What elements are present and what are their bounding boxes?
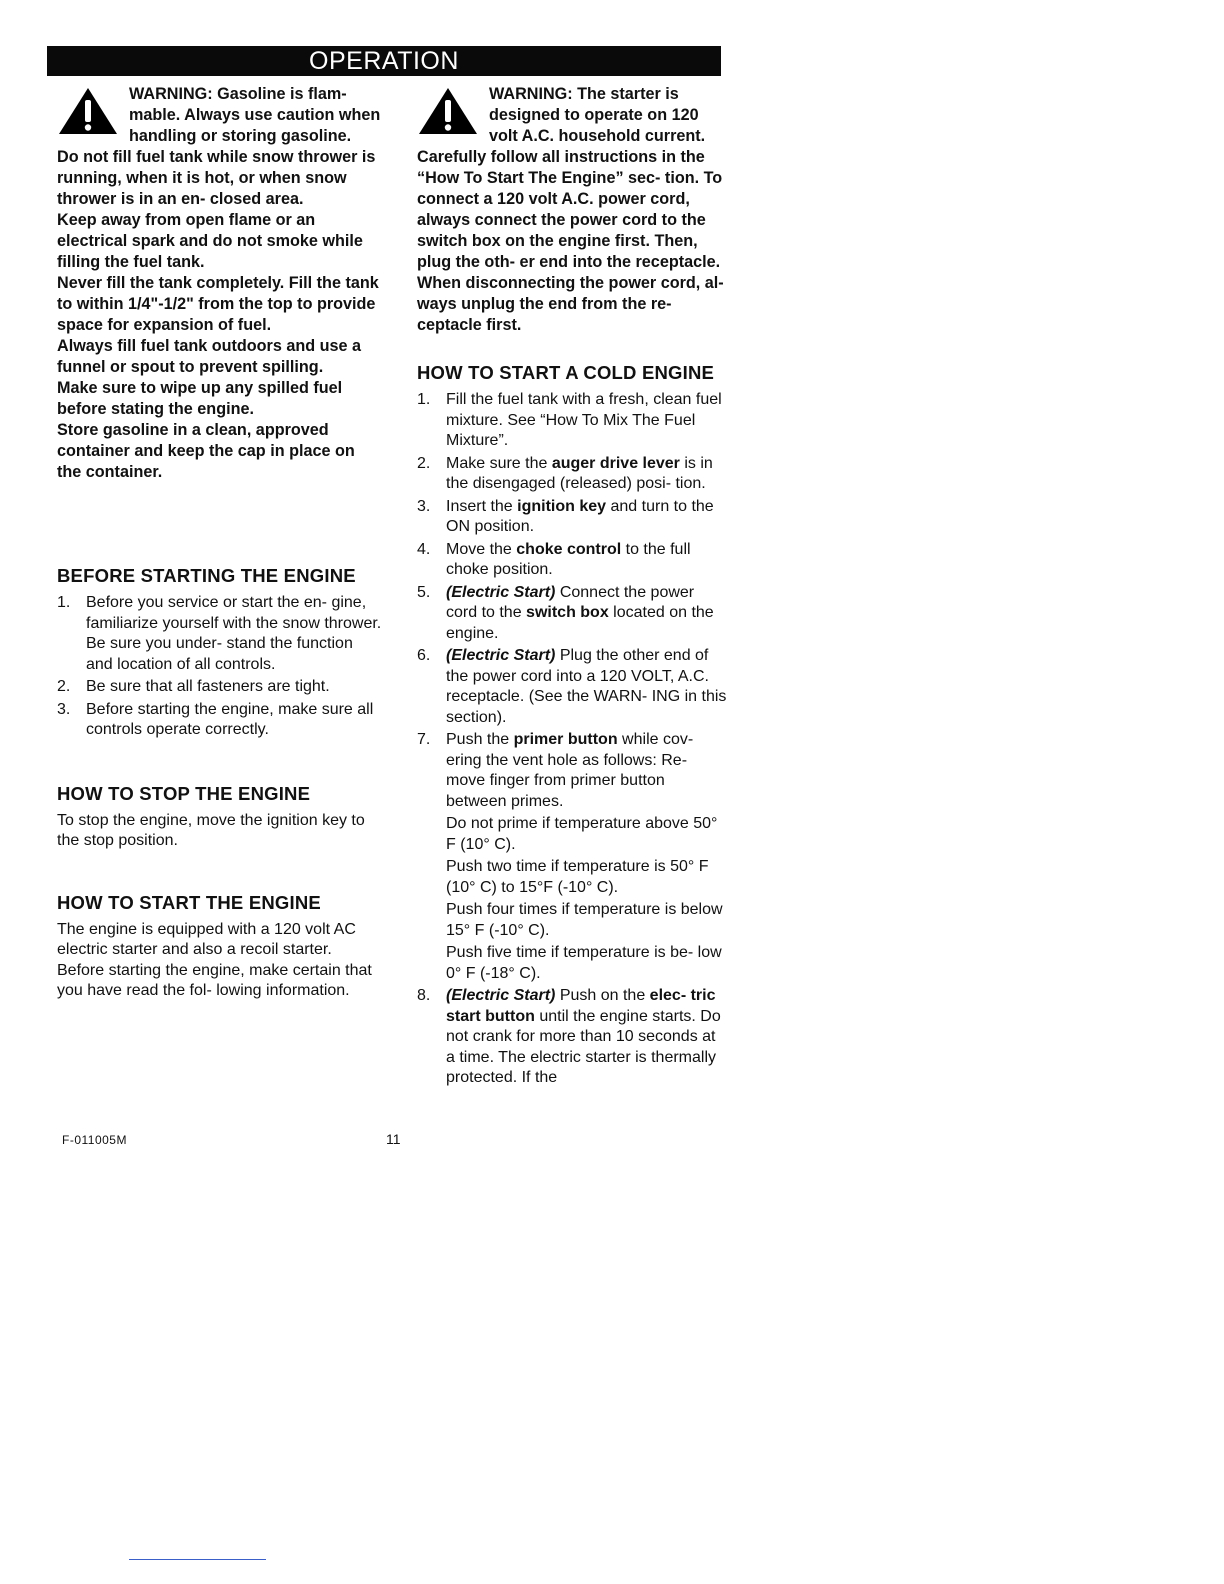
step-number: 2.: [417, 454, 431, 472]
warning-line: WARNING: Gasoline is flam- mable. Always use caution when handling or storing gasoline.: [129, 85, 381, 145]
heading-before-starting: BEFORE STARTING THE ENGINE: [57, 565, 356, 586]
item-number: 2.: [57, 678, 71, 695]
step-5: [417, 583, 727, 645]
step-number: 1.: [417, 391, 431, 408]
heading-cold-engine: HOW TO START A COLD ENGINE: [417, 362, 715, 383]
cold-engine-steps: [417, 390, 727, 1089]
step-text: Insert the ignition key and turn to the ON position.: [446, 497, 714, 535]
step-7: [417, 730, 727, 984]
starter-warning: [417, 84, 727, 336]
stop-engine-text: To stop the engine, move the ignition key to the stop position.: [57, 811, 365, 849]
step-3: [417, 497, 727, 538]
step-number: 8.: [417, 987, 431, 1004]
section-banner: OPERATION: [47, 46, 721, 76]
warning-line: Make sure to wipe up any spilled fuel before stating the engine.: [57, 379, 343, 418]
step-text: (Electric Start) Plug the other end of the power cord into a 120 VOLT, A.C. receptacle. (See the WARN- ING in this section).: [446, 647, 727, 726]
prime-note: Push four times if temperature is below 15° F (-10° C).: [446, 901, 723, 939]
item-number: 3.: [57, 700, 71, 718]
step-text: Make sure the auger drive lever is in the disengaged (released) posi- tion.: [446, 454, 713, 492]
warning-line: Always fill fuel tank outdoors and use a funnel or spout to prevent spilling.: [57, 337, 362, 376]
list-item: [57, 677, 383, 698]
step-number: 4.: [417, 540, 431, 558]
step-number: 6.: [417, 647, 431, 664]
step-8: [417, 986, 727, 1089]
warning-icon: [57, 86, 123, 136]
warning-line: Keep away from open flame or an electrical spark and do not smoke while filling the fuel tank.: [57, 211, 363, 271]
step-6: [417, 646, 727, 728]
before-starting-list: [57, 593, 383, 741]
step-1: [417, 390, 727, 452]
left-column: [57, 84, 383, 1002]
step-number: 3.: [417, 497, 431, 515]
step-4: [417, 540, 727, 581]
step-text: Move the choke control to the full choke position.: [446, 540, 691, 578]
step-text: (Electric Start) Push on the elec- tric start button until the engine starts. Do not crank for more than 10 seconds at a time. The electric starter is thermally protected. If the: [446, 987, 721, 1086]
heading-start-engine: HOW TO START THE ENGINE: [57, 891, 321, 913]
right-column: [417, 84, 727, 1091]
list-item: [57, 593, 383, 675]
warning-line: Never fill the tank completely. Fill the tank to within 1/4"-1/2" from the top to provide space for expansion of fuel.: [57, 274, 379, 334]
step-text: Fill the fuel tank with a fresh, clean fuel mixture. See “How To Mix The Fuel Mixture”.: [446, 391, 722, 449]
prime-note: Do not prime if temperature above 50° F (10° C).: [446, 815, 718, 853]
step-number: 7.: [417, 731, 431, 748]
divider-line: [129, 1559, 266, 1560]
list-item: [57, 700, 383, 741]
step-2: [417, 454, 727, 495]
warning-line: Do not fill fuel tank while snow thrower is running, when it is hot, or when snow thrower is in an en- closed area.: [57, 148, 376, 208]
step-number: 5.: [417, 583, 431, 601]
prime-note: Push two time if temperature is 50° F (10° C) to 15°F (-10° C).: [446, 858, 709, 896]
start-engine-text: The engine is equipped with a 120 volt AC electric starter and also a recoil starter. Before starting the engine, make certain that you have read the fol- lowing information.: [57, 920, 372, 999]
prime-note: Push five time if temperature is be- low 0° F (-18° C).: [446, 944, 722, 982]
item-text: Before you service or start the en- gine, familiarize yourself with the snow thrower. Be sure you under- stand the function and location of all controls.: [86, 594, 382, 673]
gasoline-warning: [57, 84, 383, 483]
document-code: F-011005M: [62, 1133, 127, 1147]
heading-stop-engine: HOW TO STOP THE ENGINE: [57, 782, 311, 804]
warning-text: WARNING: The starter is designed to operate on 120 volt A.C. household current. Carefully follow all instructions in the “How To Start The Engine” sec- tion. To connect a 120 volt A.C. power cord, always connect the power cord to the switch box on the engine first. Then, plug the oth- er end into the receptacle. When disconnecting the power cord, al- ways unplug the end from the re- ceptacle first.: [417, 85, 724, 334]
warning-icon: [417, 86, 483, 136]
page-number: 11: [386, 1131, 401, 1147]
step-text: (Electric Start) Connect the power cord to the switch box located on the engine.: [446, 583, 714, 642]
item-text: Be sure that all fasteners are tight.: [86, 678, 330, 695]
item-number: 1.: [57, 594, 71, 611]
step-text: Push the primer button while cov- ering the vent hole as follows: Re- move finger from primer button between primes.: [446, 731, 694, 810]
warning-line: Store gasoline in a clean, approved container and keep the cap in place on the container.: [57, 421, 355, 481]
item-text: Before starting the engine, make sure all controls operate correctly.: [86, 700, 374, 738]
